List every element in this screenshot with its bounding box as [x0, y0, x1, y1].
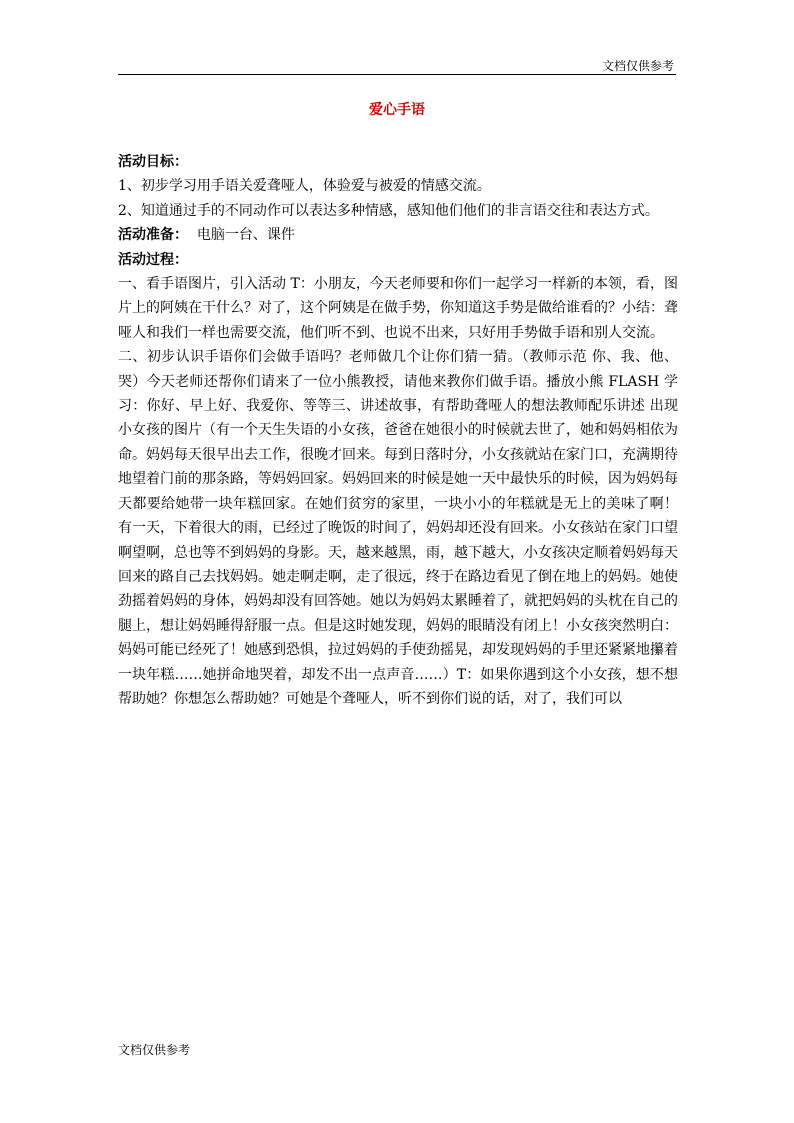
document-body — [118, 150, 678, 711]
goal-item-1: 1、初步学习用手语关爱聋哑人，体验爱与被爱的情感交流。 — [118, 178, 491, 195]
prep-line — [118, 223, 678, 247]
process-step-2: 二、初步认识手语你们会做手语吗？老师做几个让你们猜一猜。（教师示范 你、我、他、哭）今天老师还帮你们请来了一位小熊教授，请他来教你们做手语。播放小熊 FLASH 学习：你好、早上好、我爱你、等等三、讲述故事，有帮助聋哑人的想法教师配乐讲述 出现小女孩的图片（有一个天生失语的小女孩，爸爸在她很小的时候就去世了，她和妈妈相依为命。妈妈每天很早出去工作，很晚才回来。每到日落时分，小女孩就站在家门口，充满期待地望着门前的那条路，等妈妈回家。妈妈回来的时候是她一天中最快乐的时候，因为妈妈每天都要给她带一块年糕回家。在她们贫穷的家里，一块小小的年糕就是无上的美味了啊！ 有一天，下着很大的雨，已经过了晚饭的时间了，妈妈却还没有回来。小女孩站在家门口望啊望啊，总也等不到妈妈的身影。天，越来越黑，雨，越下越大，小女孩决定顺着妈妈每天回来的路自己去找妈妈。她走啊走啊，走了很远，终于在路边看见了倒在地上的妈妈。她使劲摇着妈妈的身体，妈妈却没有回答她。她以为妈妈太累睡着了，就把妈妈的头枕在自己的腿上，想让妈妈睡得舒服一点。但是这时她发现，妈妈的眼睛没有闭上！小女孩突然明白：妈妈可能已经死了！她感到恐惧，拉过妈妈的手使劲摇晃，却发现妈妈的手里还紧紧地攥着一块年糕……她拼命地哭着，却发不出一点声音……）T：如果你遇到这个小女孩，想不想帮助她？你想怎么帮助她？可她是个聋哑人，听不到你们说的话，对了，我们可以 — [118, 349, 678, 707]
process-step-1: 一、看手语图片，引入活动 T：小朋友，今天老师要和你们一起学习一样新的本领，看，图片上的阿姨在干什么？对了，这个阿姨是在做手势，你知道这手势是做给谁看的？小结：聋哑人和我们一样也需要交流，他们听不到、也说不出来，只好用手势做手语和别人交流。 — [118, 276, 678, 341]
prep-label: 活动准备： — [118, 227, 188, 244]
page-header: 文档仅供参考 — [601, 59, 674, 73]
goal-item-2: 2、知道通过手的不同动作可以表达多种情感，感知他们他们的非言语交往和表达方式。 — [118, 202, 659, 219]
header-rule — [118, 74, 676, 75]
prep-value: 电脑一台、课件 — [196, 227, 295, 244]
page-footer: 文档仅供参考 — [118, 1043, 191, 1057]
process-heading: 活动过程： — [118, 251, 188, 268]
document-title: 爱心手语 — [369, 102, 425, 118]
goals-heading: 活动目标： — [118, 154, 188, 170]
